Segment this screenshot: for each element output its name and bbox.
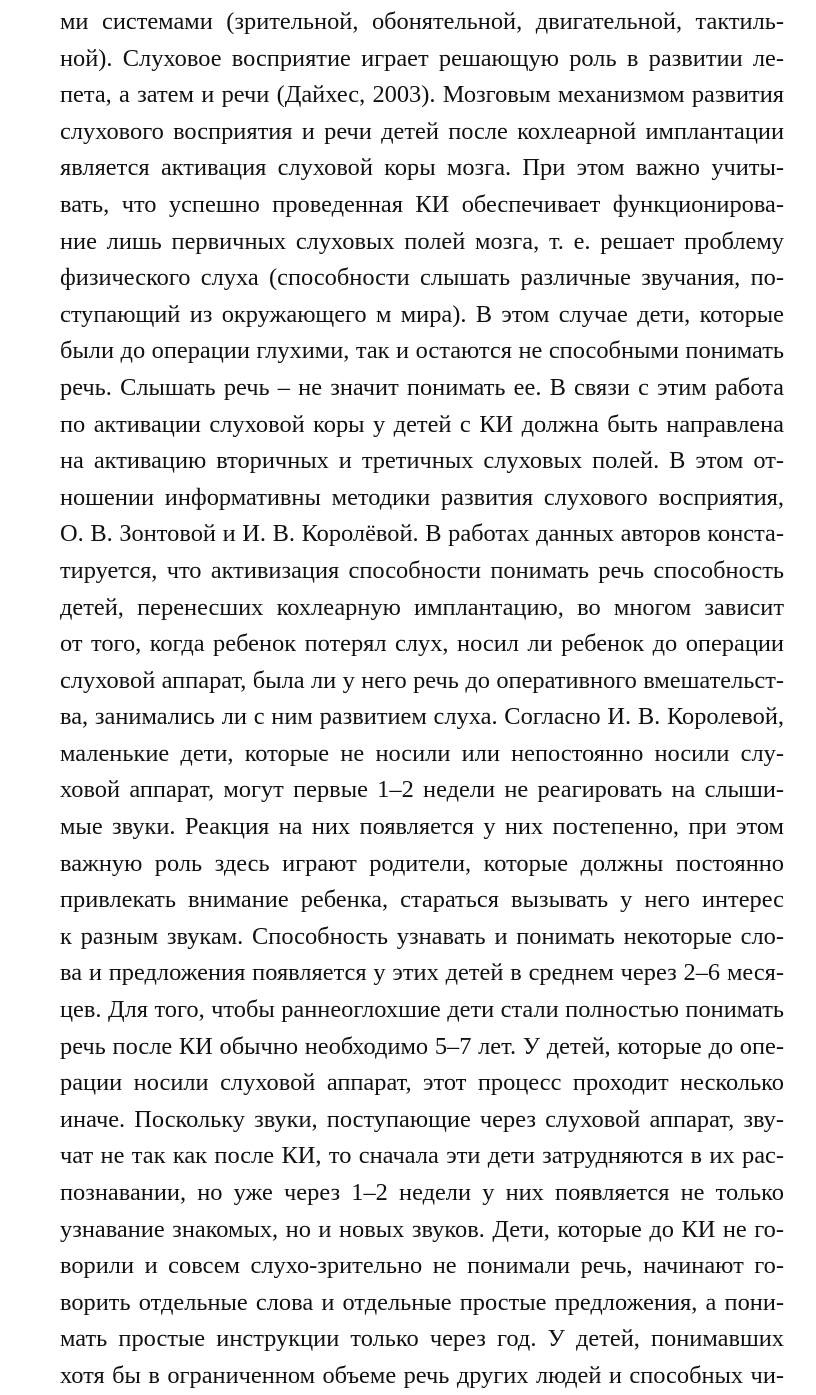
text-line: ворили и совсем слухо-зрительно не понимали речь, начинают го-	[60, 1252, 784, 1280]
text-line: ной). Слуховое восприятие играет решающую роль в развитии ле-	[60, 44, 784, 72]
body-paragraph	[60, 4, 784, 1395]
text-line: рации носили слуховой аппарат, этот процесс проходит несколько	[60, 1069, 784, 1097]
text-line: речь. Слышать речь – не значит понимать ее. В связи с этим работа	[60, 373, 784, 401]
text-line: детей, перенесших кохлеарную имплантацию, во многом зависит	[60, 593, 784, 621]
text-line: маленькие дети, которые не носили или непостоянно носили слу-	[60, 739, 784, 767]
text-line: мые звуки. Реакция на них появляется у них постепенно, при этом	[60, 813, 784, 841]
text-line: иначе. Поскольку звуки, поступающие через слуховой аппарат, зву-	[60, 1105, 784, 1133]
text-line: чат не так как после КИ, то сначала эти дети затрудняются в их рас-	[60, 1142, 784, 1170]
text-line: ние лишь первичных слуховых полей мозга, т. е. решает проблему	[60, 227, 784, 255]
text-line: пета, а затем и речи (Дайхес, 2003). Мозговым механизмом развития	[60, 81, 784, 109]
text-line: привлекать внимание ребенка, стараться вызывать у него интерес	[60, 886, 784, 914]
text-line: ступающий из окружающего м мира). В этом случае дети, которые	[60, 300, 784, 328]
text-line: познавании, но уже через 1–2 недели у них появляется не только	[60, 1179, 784, 1206]
text-line: хотя бы в ограниченном объеме речь других людей и способных чи-	[60, 1361, 784, 1389]
text-line: ворить отдельные слова и отдельные простые предложения, а пони-	[60, 1288, 784, 1316]
text-line: ва и предложения появляется у этих детей в среднем через 2–6 меся-	[60, 959, 784, 987]
text-line: по активации слуховой коры у детей с КИ должна быть направлена	[60, 410, 784, 438]
text-line: от того, когда ребенок потерял слух, носил ли ребенок до операции	[60, 630, 784, 658]
text-line: ховой аппарат, могут первые 1–2 недели не реагировать на слыши-	[60, 776, 784, 804]
text-line: важную роль здесь играют родители, которые должны постоянно	[60, 849, 784, 877]
text-line: О. В. Зонтовой и И. В. Королёвой. В работах данных авторов конста-	[60, 520, 784, 548]
text-line: является активация слуховой коры мозга. При этом важно учиты-	[60, 154, 784, 182]
text-line: ми системами (зрительной, обонятельной, двигательной, тактиль-	[60, 8, 784, 35]
text-line: ва, занимались ли с ним развитием слуха. Согласно И. В. Королевой,	[60, 703, 784, 731]
text-line: цев. Для того, чтобы раннеоглохшие дети стали полностью понимать	[60, 996, 784, 1024]
text-line: слухового восприятия и речи детей после кохлеарной имплантации	[60, 117, 784, 145]
document-page	[60, 4, 784, 1395]
text-line: были до операции глухими, так и остаются не способными понимать	[60, 337, 784, 365]
text-line: слуховой аппарат, была ли у него речь до оперативного вмешательст-	[60, 666, 784, 694]
text-line: тируется, что активизация способности понимать речь способность	[60, 556, 784, 584]
text-line: вать, что успешно проведенная КИ обеспечивает функционирова-	[60, 190, 784, 218]
text-line: речь после КИ обычно необходимо 5–7 лет. У детей, которые до опе-	[60, 1032, 784, 1060]
text-line: ношении информативны методики развития слухового восприятия,	[60, 483, 784, 511]
text-line: мать простые инструкции только через год. У детей, понимавших	[60, 1325, 784, 1353]
text-line: на активацию вторичных и третичных слуховых полей. В этом от-	[60, 447, 784, 475]
text-line: узнавание знакомых, но и новых звуков. Дети, которые до КИ не го-	[60, 1215, 784, 1243]
text-line: к разным звукам. Способность узнавать и понимать некоторые сло-	[60, 922, 784, 950]
text-line: физического слуха (способности слышать различные звучания, по-	[60, 264, 784, 292]
